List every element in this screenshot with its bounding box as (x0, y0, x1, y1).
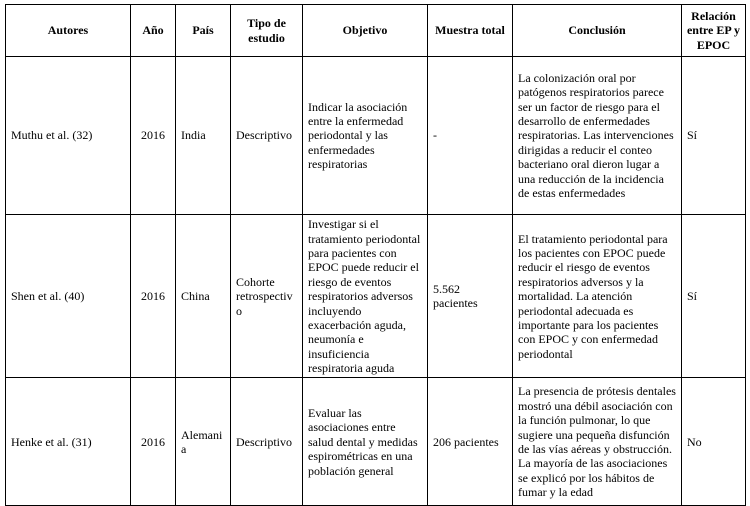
cell-relacion-ep-epoc: No (682, 378, 746, 506)
table-row-muthu (6, 57, 746, 215)
cell-autores: Shen et al. (40) (6, 215, 131, 378)
col-header-conclusion: Conclusión (513, 5, 682, 57)
cell-objetivo: Investigar si el tratamiento periodontal para pacientes con EPOC puede reducir el riesgo de eventos respiratorios adversos incluyendo exacerbación aguda, neumonía e insuficiencia respiratoria aguda (303, 215, 428, 378)
col-header-muestra-total: Muestra total (428, 5, 513, 57)
studies-table (5, 4, 746, 506)
cell-muestra-total: 206 pacientes (428, 378, 513, 506)
cell-tipo-de-estudio: Descriptivo (231, 57, 303, 215)
cell-tipo-de-estudio: Cohorte retrospectivo (231, 215, 303, 378)
col-header-ano: Año (131, 5, 176, 57)
cell-pais: China (176, 215, 231, 378)
cell-conclusion: La presencia de prótesis dentales mostró una débil asociación con la función pulmonar, lo que sugiere una pequeña disfunción de las vías aéreas y obstrucción. La mayoría de las asociaciones se explicó por los hábitos de fumar y la edad (513, 378, 682, 506)
cell-conclusion: El tratamiento periodontal para los pacientes con EPOC puede reducir el riesgo de eventos respiratorios adversos y la mortalidad. La atención periodontal adecuada es importante para los pacientes con EPOC y con enfermedad periodontal (513, 215, 682, 378)
cell-pais: Alemania (176, 378, 231, 506)
col-header-tipo-de-estudio: Tipo de estudio (231, 5, 303, 57)
col-header-autores: Autores (6, 5, 131, 57)
cell-ano: 2016 (131, 378, 176, 506)
cell-autores: Muthu et al. (32) (6, 57, 131, 215)
table-header (6, 5, 746, 57)
cell-relacion-ep-epoc: Sí (682, 215, 746, 378)
cell-muestra-total: 5.562 pacientes (428, 215, 513, 378)
cell-objetivo: Evaluar las asociaciones entre salud dental y medidas espirométricas en una población general (303, 378, 428, 506)
table-body (6, 57, 746, 506)
cell-autores: Henke et al. (31) (6, 378, 131, 506)
cell-muestra-total: - (428, 57, 513, 215)
header-row (6, 5, 746, 57)
table-row-shen (6, 215, 746, 378)
cell-conclusion: La colonización oral por patógenos respiratorios parece ser un factor de riesgo para el desarrollo de enfermedades respiratorias. Las intervenciones dirigidas a reducir el conteo bacteriano oral dieron lugar a una reducción de la incidencia de estas enfermedades (513, 57, 682, 215)
cell-pais: India (176, 57, 231, 215)
cell-relacion-ep-epoc: Sí (682, 57, 746, 215)
cell-objetivo: Indicar la asociación entre la enfermedad periodontal y las enfermedades respiratorias (303, 57, 428, 215)
cell-tipo-de-estudio: Descriptivo (231, 378, 303, 506)
cell-ano: 2016 (131, 57, 176, 215)
cell-ano: 2016 (131, 215, 176, 378)
table-row-henke (6, 378, 746, 506)
col-header-relacion-ep-epoc: Relación entre EP y EPOC (682, 5, 746, 57)
col-header-pais: País (176, 5, 231, 57)
col-header-objetivo: Objetivo (303, 5, 428, 57)
